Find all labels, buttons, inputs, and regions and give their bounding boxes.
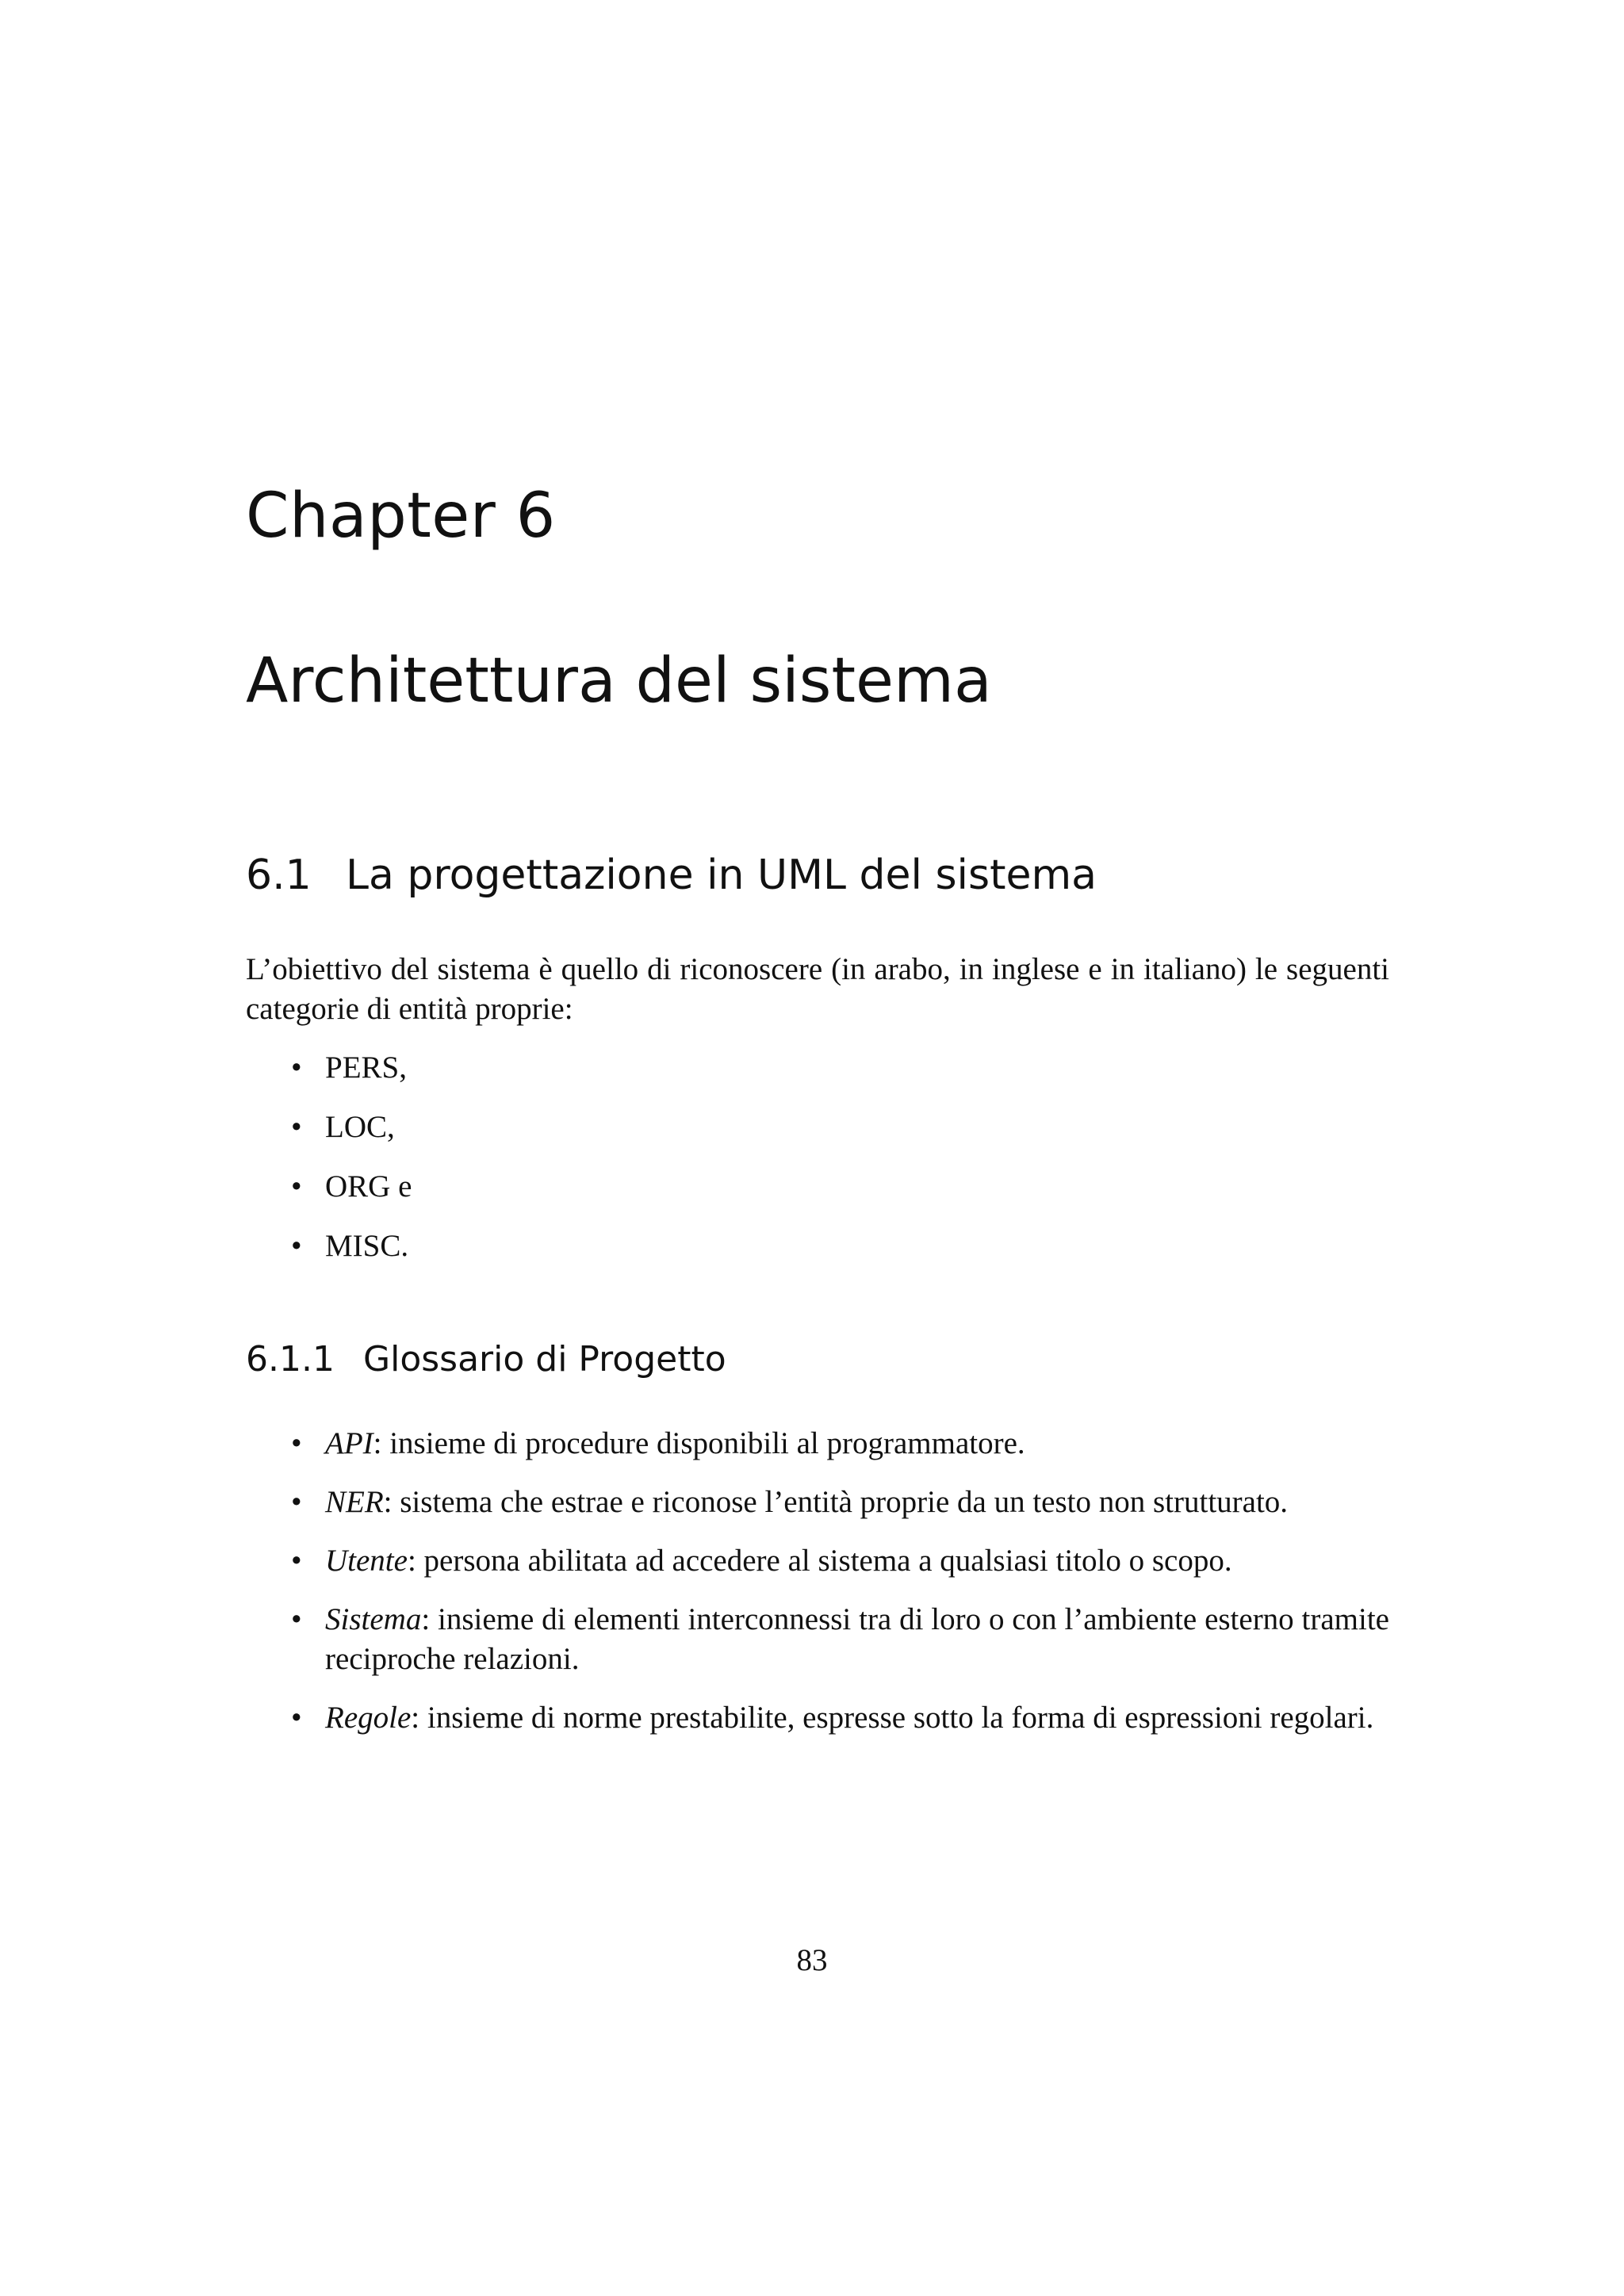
bullet-icon: •: [291, 1229, 302, 1263]
glossary-definition: : insieme di norme prestabilite, espresse sotto la forma di espressioni regolari.: [411, 1701, 1374, 1735]
page-number: 83: [796, 1943, 828, 1977]
glossary-definition: : insieme di elementi interconnessi tra di loro o con l’ambiente esterno tramite reciproche relazioni.: [325, 1602, 1389, 1676]
bullet-icon: •: [291, 1050, 302, 1085]
glossary-list: [246, 1424, 1389, 1757]
bullet-icon: •: [291, 1426, 302, 1460]
chapter-label: Chapter 6: [246, 480, 556, 552]
subsection-title: Glossario di Progetto: [363, 1339, 726, 1380]
glossary-item: [246, 1483, 1389, 1522]
entity-category-list: [246, 1048, 1389, 1286]
bullet-icon: •: [291, 1485, 302, 1519]
intro-paragraph: L’obiettivo del sistema è quello di riconoscere (in arabo, in inglese e in italiano) le seguenti categorie di entità proprie:: [246, 952, 1389, 1026]
glossary-term: Utente: [325, 1544, 408, 1578]
glossary-definition: : sistema che estrae e riconose l’entità proprie da un testo non strutturato.: [383, 1485, 1289, 1519]
glossary-item: [246, 1424, 1389, 1464]
chapter-title: Architettura del sistema: [246, 645, 992, 717]
section-heading: [246, 851, 1097, 899]
entity-category: PERS,: [325, 1050, 407, 1085]
entity-category: LOC,: [325, 1110, 395, 1144]
bullet-icon: •: [291, 1602, 302, 1636]
bullet-icon: •: [291, 1544, 302, 1578]
list-item: [246, 1048, 1389, 1088]
entity-category: ORG e: [325, 1169, 412, 1203]
glossary-term: Regole: [325, 1701, 412, 1735]
glossary-definition: : insieme di procedure disponibili al programmatore.: [373, 1426, 1025, 1460]
glossary-item: [246, 1541, 1389, 1581]
bullet-icon: •: [291, 1169, 302, 1203]
section-title: La progettazione in UML del sistema: [346, 851, 1097, 899]
list-item: [246, 1167, 1389, 1207]
subsection-number: 6.1.1: [246, 1339, 335, 1380]
glossary-term: NER: [325, 1485, 384, 1519]
glossary-item: [246, 1698, 1389, 1738]
list-item: [246, 1226, 1389, 1266]
entity-category: MISC.: [325, 1229, 409, 1263]
glossary-term: Sistema: [325, 1602, 422, 1636]
list-item: [246, 1108, 1389, 1147]
glossary-definition: : persona abilitata ad accedere al sistema a qualsiasi titolo o scopo.: [407, 1544, 1232, 1578]
subsection-heading: [246, 1339, 726, 1380]
bullet-icon: •: [291, 1110, 302, 1144]
section-number: 6.1: [246, 851, 312, 899]
glossary-term: API: [325, 1426, 373, 1460]
glossary-item: [246, 1600, 1389, 1679]
bullet-icon: •: [291, 1701, 302, 1735]
